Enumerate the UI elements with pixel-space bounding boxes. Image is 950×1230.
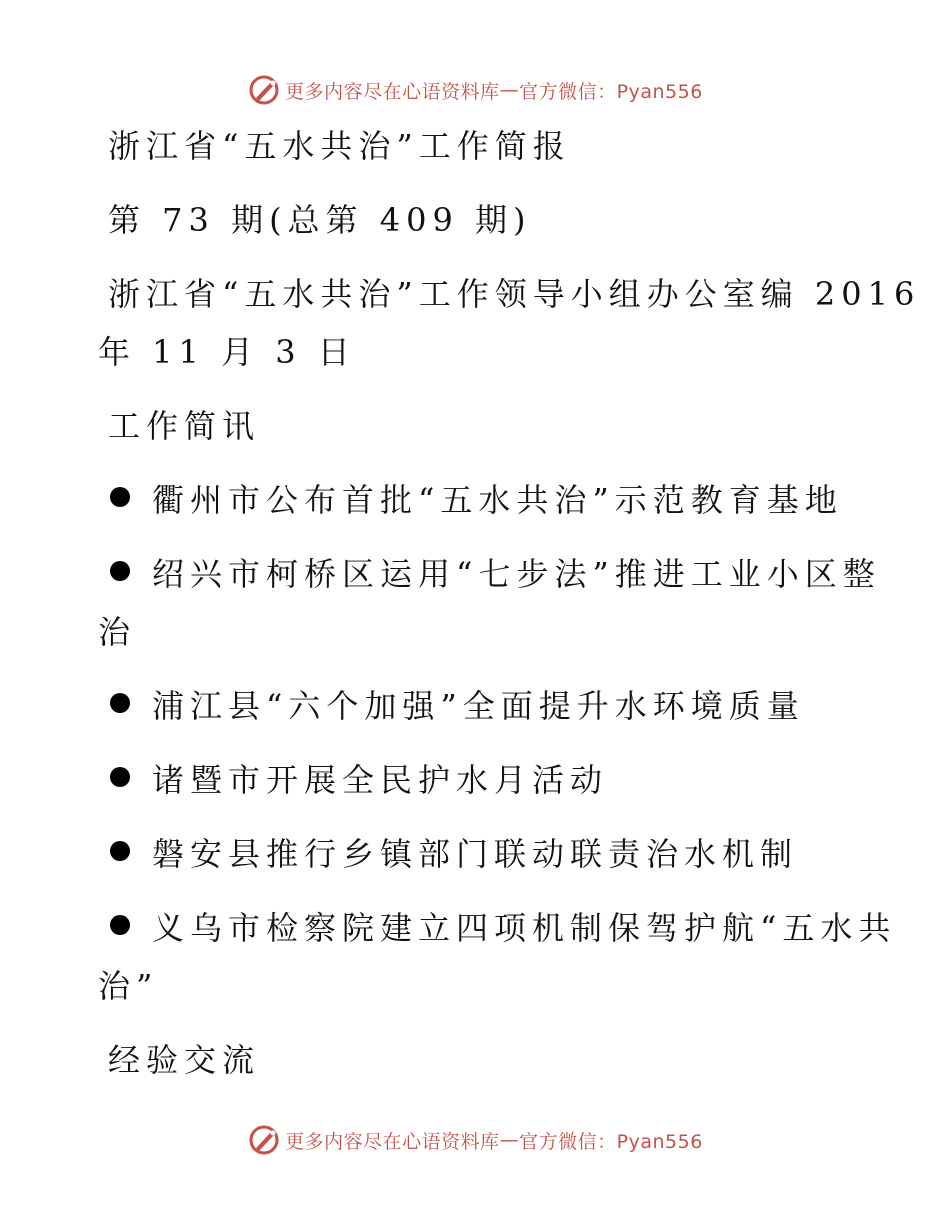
bullet-icon: [110, 915, 130, 935]
watermark-suffix: 官方微信：Pyan556: [519, 1130, 703, 1153]
list-item: [0, 760, 950, 800]
watermark-suffix: 官方微信：Pyan556: [519, 80, 703, 103]
pen-logo-icon: [247, 1123, 281, 1157]
watermark-dash: —: [499, 1129, 520, 1151]
list-item: [0, 834, 950, 874]
bullet-icon: [110, 693, 130, 713]
bullet-icon: [110, 767, 130, 787]
list-item-text: 绍兴市柯桥区运用“七步法”推进工业小区整: [152, 555, 881, 593]
bullet-icon: [110, 561, 130, 581]
list-item-text: 诸暨市开展全民护水月活动: [152, 761, 609, 799]
section-heading-exchange: 经验交流: [108, 1041, 261, 1079]
pen-logo-icon: [247, 73, 281, 107]
watermark-dash: —: [499, 79, 520, 101]
watermark-header: [0, 70, 950, 110]
issue-number: 第 73 期(总第 409 期): [108, 201, 532, 239]
list-item-text: 浦江县“六个加强”全面提升水环境质量: [152, 687, 805, 725]
section-heading-news: 工作简讯: [108, 407, 261, 445]
list-item-continuation: 治”: [98, 967, 159, 1005]
watermark-text: 更多内容尽在心语资料库: [285, 80, 500, 103]
bullet-icon: [110, 841, 130, 861]
list-item-text: 磐安县推行乡镇部门联动联责治水机制: [152, 835, 799, 873]
editor-date: 年 11 月 3 日: [98, 333, 356, 371]
list-item-text: 衢州市公布首批“五水共治”示范教育基地: [152, 481, 843, 519]
list-item: [0, 480, 950, 520]
list-item: [0, 554, 950, 594]
watermark-footer: [0, 1120, 950, 1160]
editor-line: 浙江省“五水共治”工作领导小组办公室编 2016: [108, 275, 921, 313]
list-item-text: 义乌市检察院建立四项机制保驾护航“五水共: [152, 909, 897, 947]
bullet-icon: [110, 487, 130, 507]
list-item: [0, 908, 950, 948]
document-title: 浙江省“五水共治”工作简报: [108, 127, 571, 165]
list-item: [0, 686, 950, 726]
watermark-text: 更多内容尽在心语资料库: [285, 1130, 500, 1153]
list-item-continuation: 治: [98, 613, 137, 651]
